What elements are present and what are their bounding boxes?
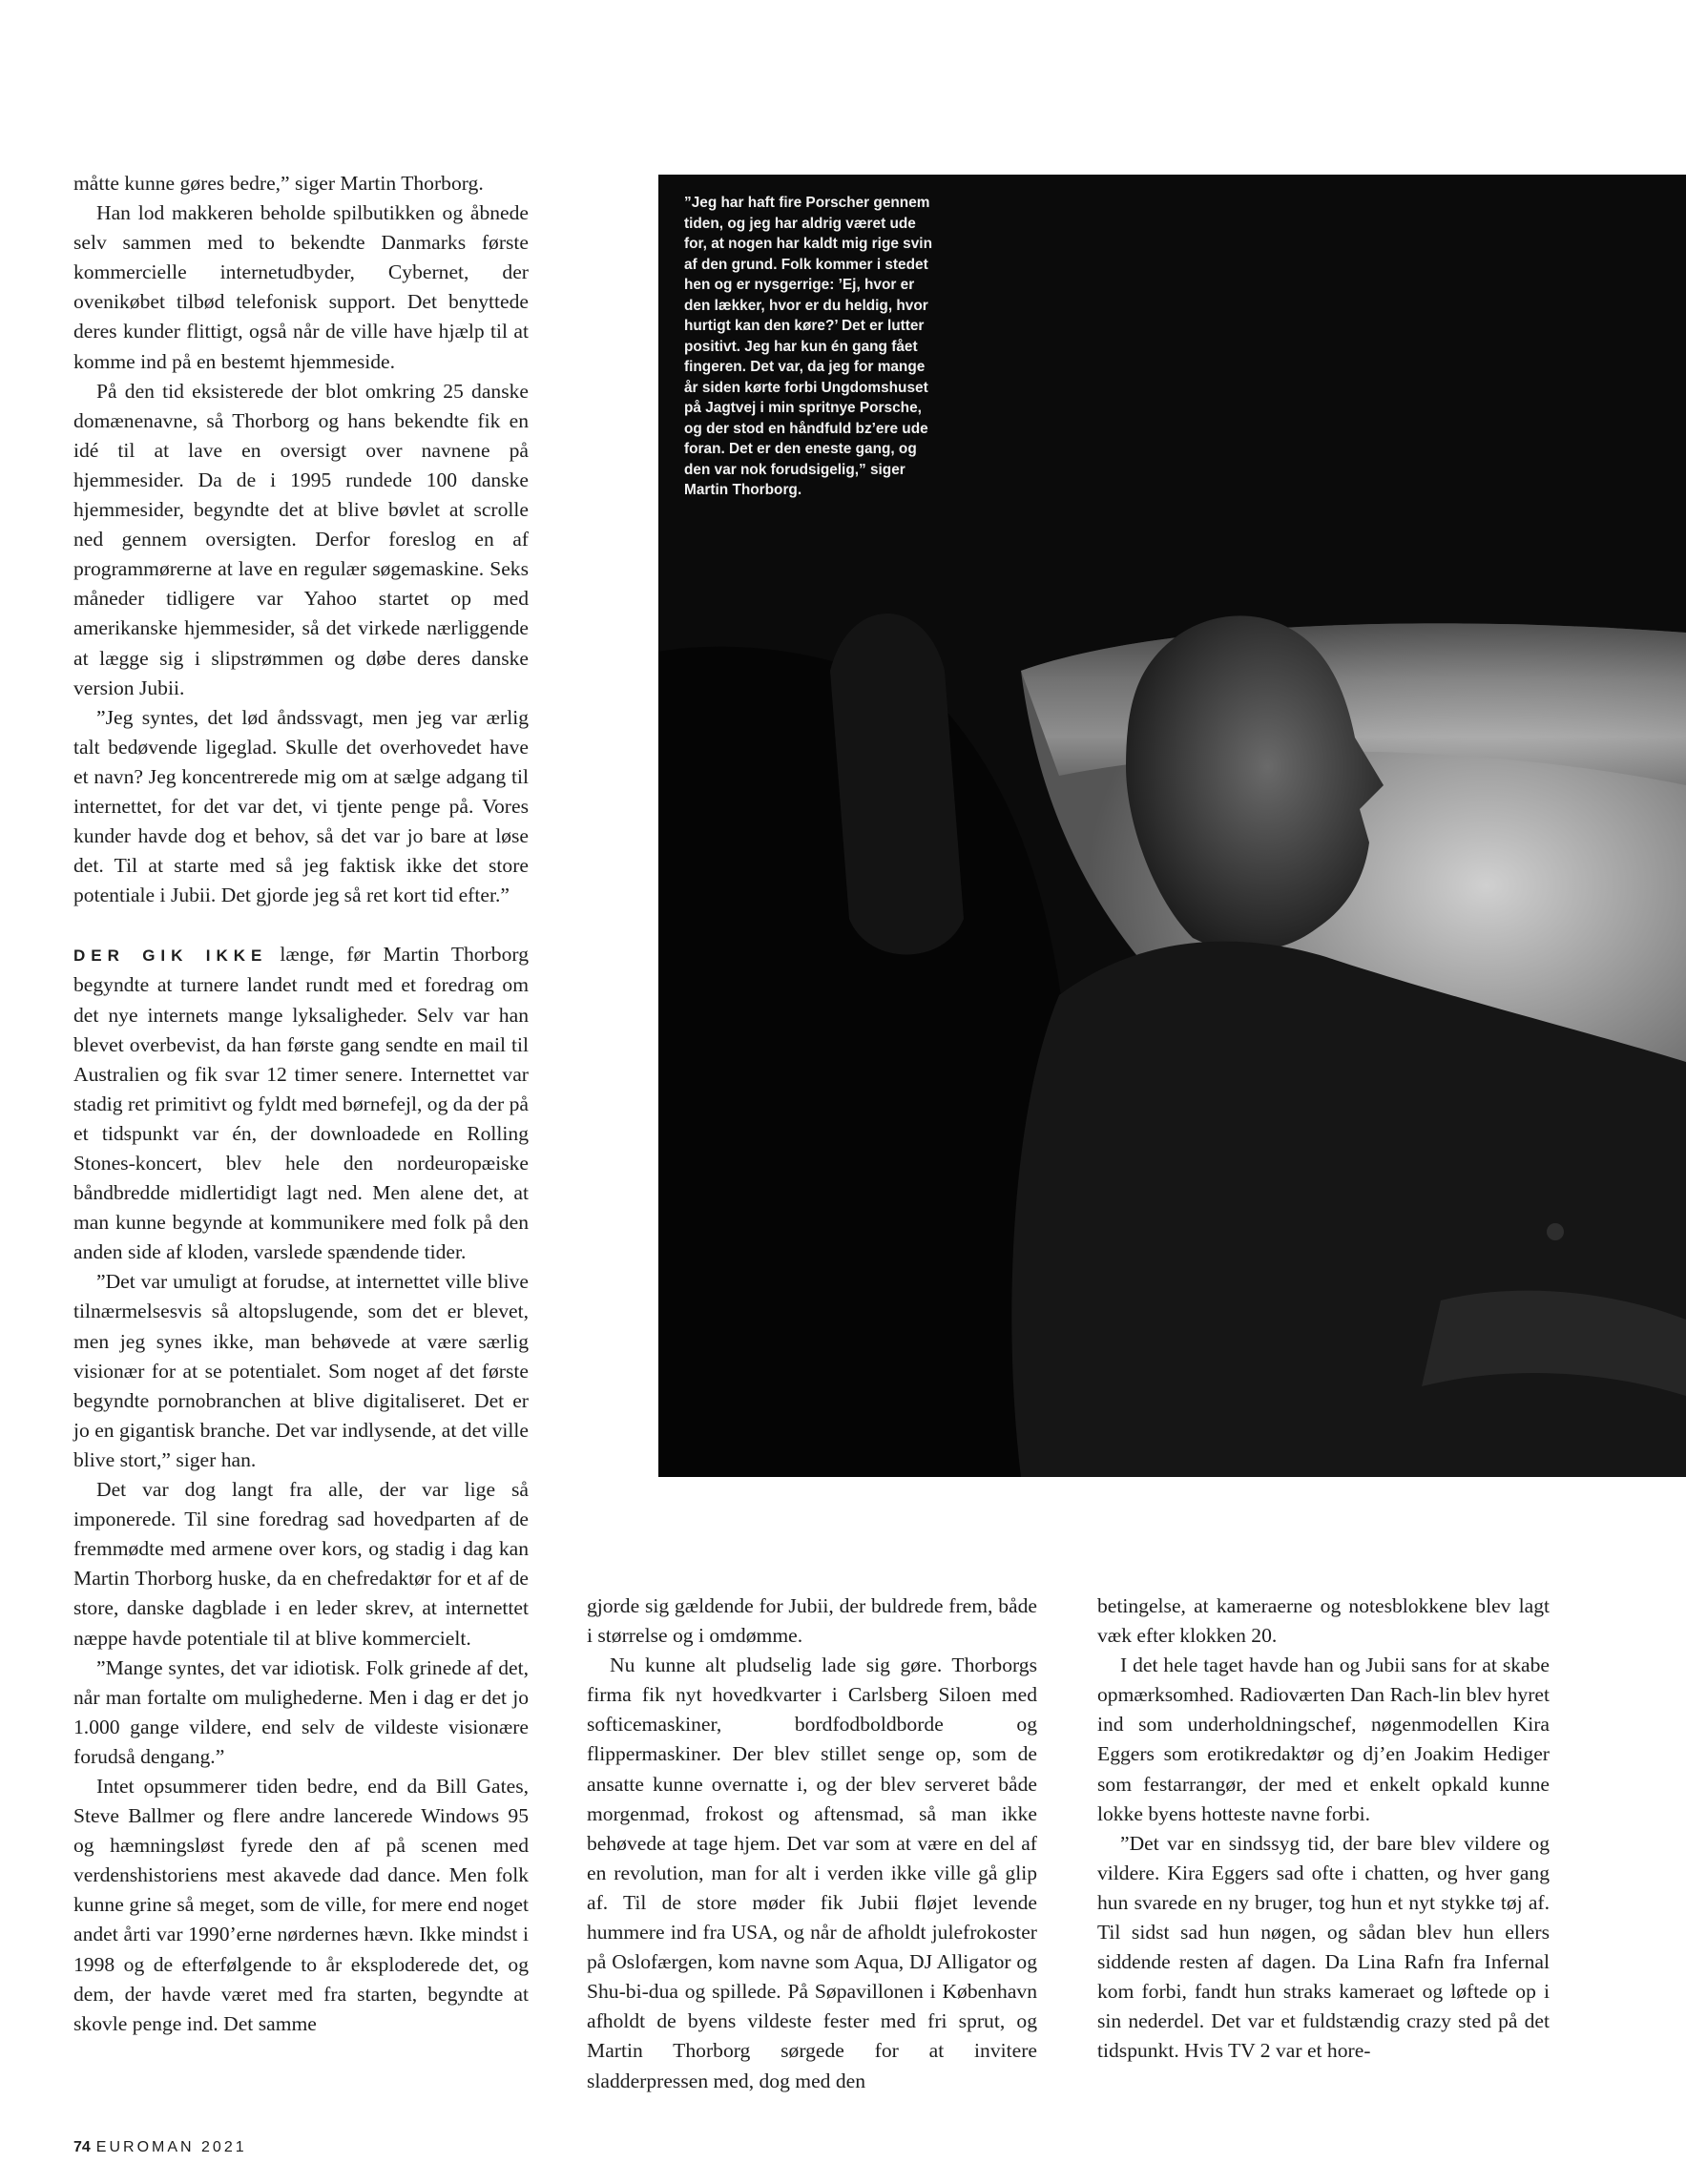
- page-number: 74: [73, 2139, 91, 2155]
- photo-quote: ”Jeg har haft fire Porscher gennem tiden, og jeg har aldrig været ude for, at nogen har kaldt mig rige svin af den grund. Folk kommer i stedet hen og er nysgerrige: ’Ej, hvor er den lækker, hvor er du heldig, hvor hurtigt kan den køre?’ Det er lutter positivt. Jeg har kun én gang fået fingeren. Det var, da jeg for mange år siden kørte forbi Ungdomshuset på Jagtvej i min spritnye Porsche, og der stod en håndfuld bz’ere ude foran. Det er den eneste gang, og den var nok forudsigelig,” siger Martin Thorborg.: [684, 195, 932, 498]
- paragraph: Intet opsummerer tiden bedre, end da Bill Gates, Steve Ballmer og flere andre lancerede Windows 95 og hæmningsløst fyrede den af på scenen med verdenshistoriens mest akavede dad dance. Men folk kunne grine så meget, som de ville, for mere end noget andet årti var 1990’erne nørdernes hævn. Ikke mindst i 1998 og de efterfølgende to år eksploderede det, og dem, der havde været med fra starten, begyndte at skovle penge ind. Det samme: [73, 1774, 529, 2035]
- paragraph: Det var dog langt fra alle, der var lige så imponerede. Til sine foredrag sad hovedparten af de fremmødte med armene over kors, og stadig i dag kan Martin Thorborg huske, da en chefredaktør for et af de store, danske dagblade i en leder skrev, at internettet næppe havde potentiale til at blive kommercielt.: [73, 1478, 529, 1650]
- paragraph: betingelse, at kameraerne og notesblokkene blev lagt væk efter klokken 20.: [1097, 1594, 1550, 1648]
- paragraph: ”Det var umuligt at forudse, at internettet ville blive tilnærmelsesvis så altopslugende, som det er blevet, men jeg synes ikke, man behøvede at være særlig visionær for at se potentialet. Som noget af det første begyndte pornobranchen at blive digitaliseret. Det er jo en gigantisk branche. Det var indlysende, at det ville blive stort,” siger han.: [73, 1270, 529, 1471]
- paragraph: gjorde sig gældende for Jubii, der buldrede frem, både i størrelse og i omdømme.: [587, 1594, 1037, 1648]
- paragraph: Han lod makkeren beholde spilbutikken og åbnede selv sammen med to bekendte Danmarks første kommercielle internetudbyder, Cybernet, der ovenikøbet tilbød telefonisk support. Det benyttede deres kunder flittigt, også når de ville have hjælp til at komme ind på en bestemt hjemmeside.: [73, 201, 529, 373]
- section-text: længe, før Martin Thorborg begyndte at turnere landet rundt med et foredrag om det nye internets mange lyksaligheder. Selv var han blevet overbevist, da han første gang sendte en mail til Australien og fik svar 12 timer senere. Internettet var stadig ret primitivt og fyldt med børnefejl, og da der på et tidspunkt var én, der downloadede en Rolling Stones-koncert, blev hele den nordeuropæiske båndbredde midlertidigt lagt ned. Men alene det, at man kunne begynde at kommunikere med folk på den anden side af kloden, varslede spændende tider.: [73, 943, 529, 1264]
- paragraph: ”Det var en sindssyg tid, der bare blev vildere og vildere. Kira Eggers sad ofte i chatten, og hver gang hun svarede en ny bruger, tog hun et nyt stykke tøj af. Til sidst sad hun nøgen, og sådan blev hun ellers siddende resten af dagen. Da Lina Rafn fra Infernal kom forbi, fandt hun straks kameraet og løftede op i sin nederdel. Det var et fuldstændig crazy sted på det tidspunkt. Hvis TV 2 var et hore-: [1097, 1831, 1550, 2063]
- paragraph: ”Mange syntes, det var idiotisk. Folk grinede af det, når man fortalte om mulighederne. Men i dag er det jo 1.000 gange vildere, end selv de vildeste visionære forudså dengang.”: [73, 1655, 529, 1768]
- section-paragraph: [73, 940, 529, 1267]
- section-lead-in: DER GIK IKKE: [73, 946, 268, 966]
- publication-name: EUROMAN 2021: [95, 2139, 247, 2155]
- article-column-left: [73, 169, 529, 2039]
- paragraph: måtte kunne gøres bedre,” siger Martin Thorborg.: [73, 172, 484, 195]
- paragraph: På den tid eksisterede der blot omkring 25 danske domænenavne, så Thorborg og hans bekendte fik en idé til at lave en oversigt over navnene på hjemmesider. Da de i 1995 rundede 100 danske hjemmesider, begyndte det at blive bøvlet at scrolle ned gennem oversigten. Derfor foreslog en af programmørerne at lave en regulær søgemaskine. Seks måneder tidligere var Yahoo startet op med amerikanske hjemmesider, så det virkede nærliggende at lægge sig i slipstrømmen og døbe deres danske version Jubii.: [73, 379, 529, 699]
- paragraph: Nu kunne alt pludselig lade sig gøre. Thorborgs firma fik nyt hovedkvarter i Carlsberg Siloen med softicemaskiner, bordfodboldborde og flippermaskiner. Der blev stillet senge op, som de ansatte kunne overnatte i, og der blev serveret både morgenmad, frokost og aftensmad, så man ikke behøvede at tage hjem. Det var som at være en del af en revolution, man for alt i verden ikke ville gå glip af. Til de store møder fik Jubii fløjet levende hummere ind fra USA, og når de afholdt julefrokoster på Oslofærgen, kom navne som Aqua, DJ Alligator og Shu-bi-dua og spillede. På Søpavillonen i København afholdt de byens vildeste fester med fri sprut, og Martin Thorborg sørgede for at invitere sladderpressen med, dog med den: [587, 1654, 1037, 2092]
- article-column-right: [1097, 1591, 1550, 2067]
- paragraph: ”Jeg syntes, det lød åndssvagt, men jeg var ærlig talt bedøvende ligeglad. Skulle det overhovedet have et navn? Jeg koncentrerede mig om at sælge adgang til internettet, for det var det, vi tjente penge på. Vores kunder havde dog et behov, så det var jo bare at løse det. Til at starte med så jeg faktisk ikke det store potentiale i Jubii. Det gjorde jeg så ret kort tid efter.”: [73, 705, 529, 907]
- article-column-middle: [587, 1591, 1037, 2096]
- paragraph: I det hele taget havde han og Jubii sans for at skabe opmærksomhed. Radioværten Dan Rach-lin blev hyret ind som underholdningschef, nøgenmodellen Kira Eggers som erotikredaktør og dj’en Joakim Hediger som festarrangør, der med et enkelt opkald kunne lokke byens hotteste navne forbi.: [1097, 1654, 1550, 1825]
- page-footer: [73, 2139, 247, 2156]
